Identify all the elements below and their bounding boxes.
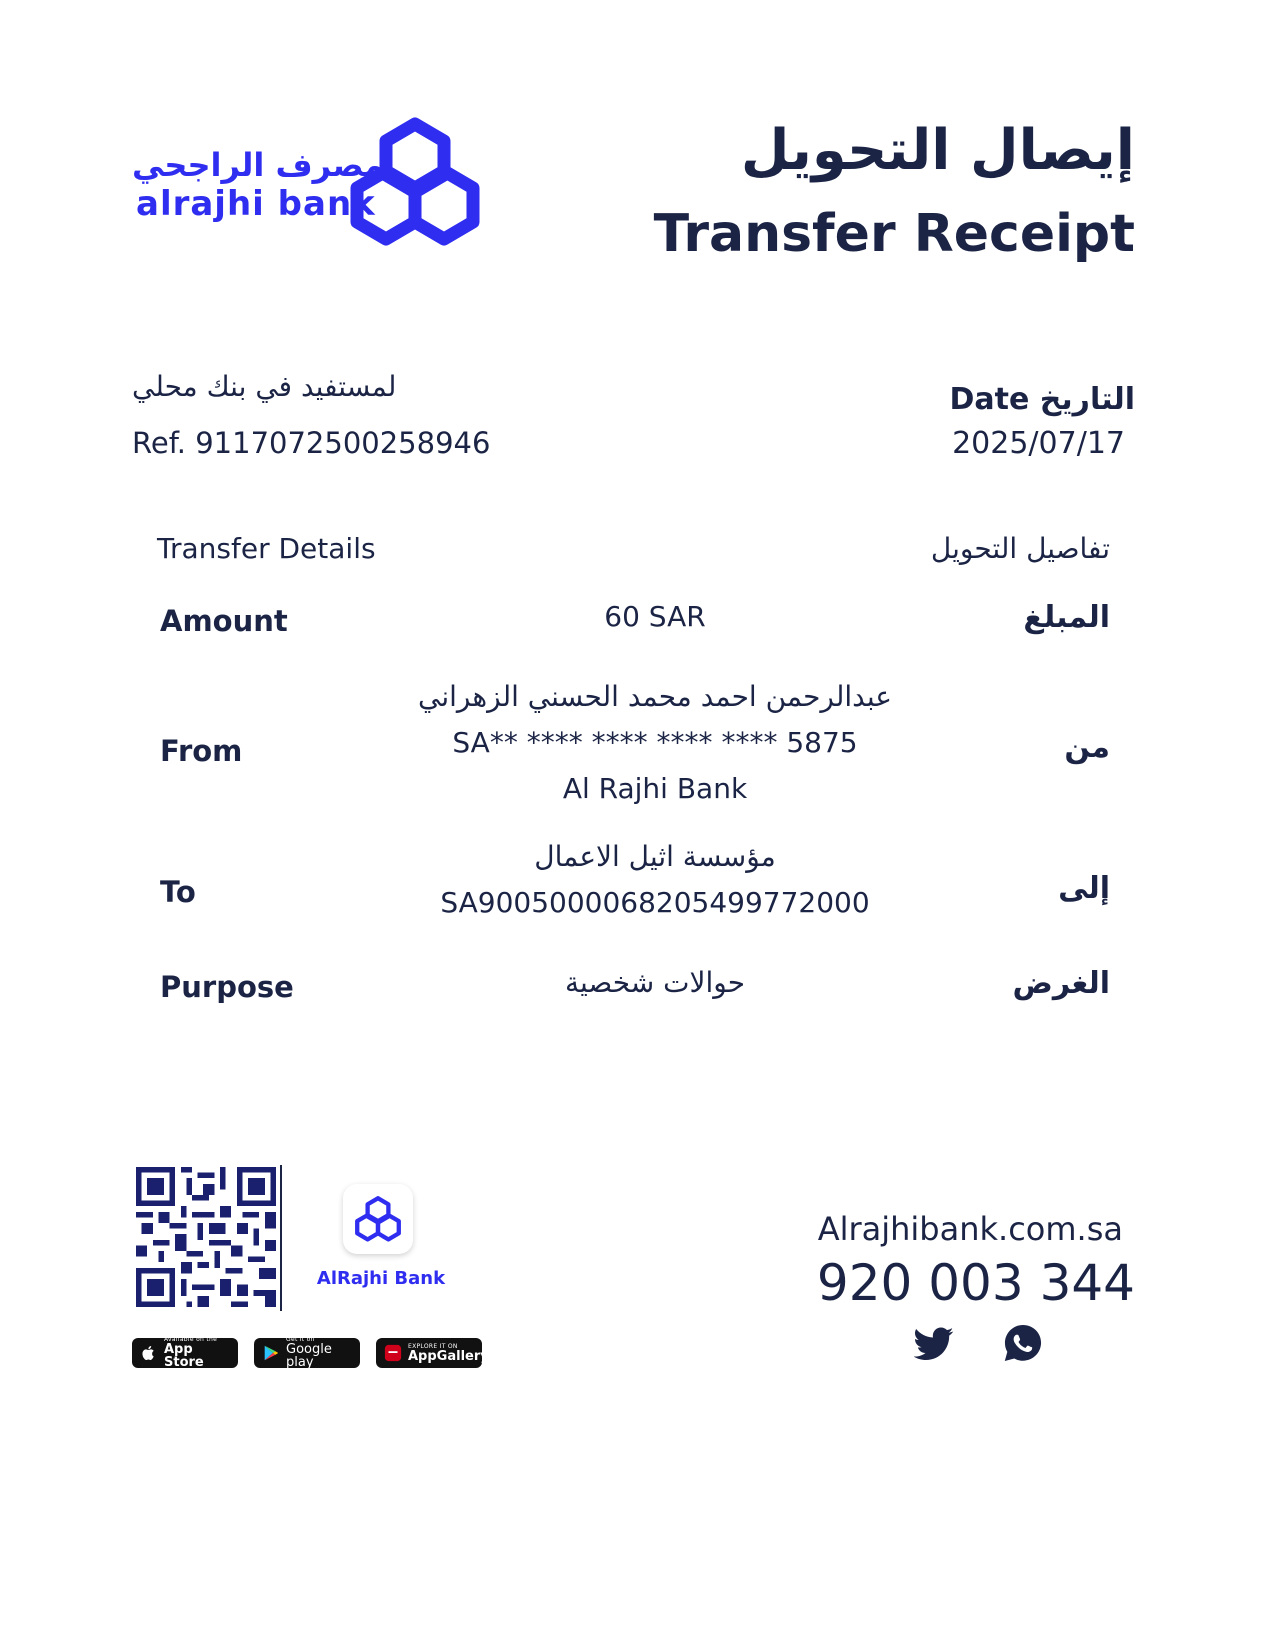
logo-text-english: alrajhi bank [136,184,376,224]
transfer-details-heading-english: Transfer Details [157,532,376,565]
twitter-icon[interactable] [914,1326,954,1362]
purpose-value [370,966,940,1012]
to-label: To [160,875,196,909]
to-value [370,840,940,932]
transfer-details-heading-arabic: تفاصيل التحويل [930,532,1110,565]
purpose-label-arabic: الغرض [1012,966,1110,1001]
phone-number[interactable]: 920 003 344 [816,1254,1135,1312]
whatsapp-icon[interactable] [1004,1324,1042,1362]
from-value [370,680,940,818]
amount-value-line: 60 SAR [604,600,706,633]
huawei-icon [384,1344,402,1362]
google-play-small-text: Get it on [286,1336,315,1343]
from-name: عبدالرحمن احمد محمد الحسني الزهراني [418,680,892,713]
amount-value [370,600,940,646]
footer-divider [280,1165,282,1311]
alrajhi-app-logo-icon [354,1195,402,1243]
from-account: SA** **** **** **** **** 5875 [452,726,858,759]
app-store-small-text: Available on the [164,1336,218,1343]
app-name: AlRajhi Bank [316,1268,446,1289]
apple-icon [140,1344,158,1362]
google-play-big-text: Google play [286,1342,332,1370]
to-label-arabic: إلى [1058,871,1110,906]
title-arabic: إيصال التحويل [740,118,1135,183]
app-store-badge[interactable] [132,1338,238,1368]
title-english: Transfer Receipt [653,204,1135,264]
app-icon[interactable] [343,1184,413,1254]
alrajhi-logo-icon [348,116,482,248]
qr-code-icon[interactable] [136,1167,276,1307]
appgallery-badge[interactable] [376,1338,489,1368]
from-bank: Al Rajhi Bank [562,772,748,805]
website-link[interactable]: Alrajhibank.com.sa [817,1210,1123,1248]
to-name: مؤسسة اثيل الاعمال [534,840,776,873]
app-store-big-text: App Store [164,1342,204,1370]
amount-label-arabic: المبلغ [1023,600,1110,635]
to-account: SA9005000068205499772000 [440,886,870,919]
reference-number: Ref. 9117072500258946 [132,426,491,460]
from-label-arabic: من [1064,730,1110,765]
date-value: 2025/07/17 [952,426,1125,461]
purpose-label: Purpose [160,970,294,1004]
amount-label: Amount [160,604,288,638]
purpose-text: حوالات شخصية [564,966,746,999]
appgallery-big-text: AppGallery [408,1348,489,1364]
appgallery-small-text: EXPLORE IT ON [408,1342,458,1350]
google-play-icon [262,1344,280,1362]
beneficiary-type: لمستفيد في بنك محلي [132,370,397,403]
from-label: From [160,734,243,768]
google-play-badge[interactable] [254,1338,360,1368]
date-label: Date التاريخ [949,382,1135,417]
logo-text-arabic: مصرف الراجحي [132,146,384,184]
